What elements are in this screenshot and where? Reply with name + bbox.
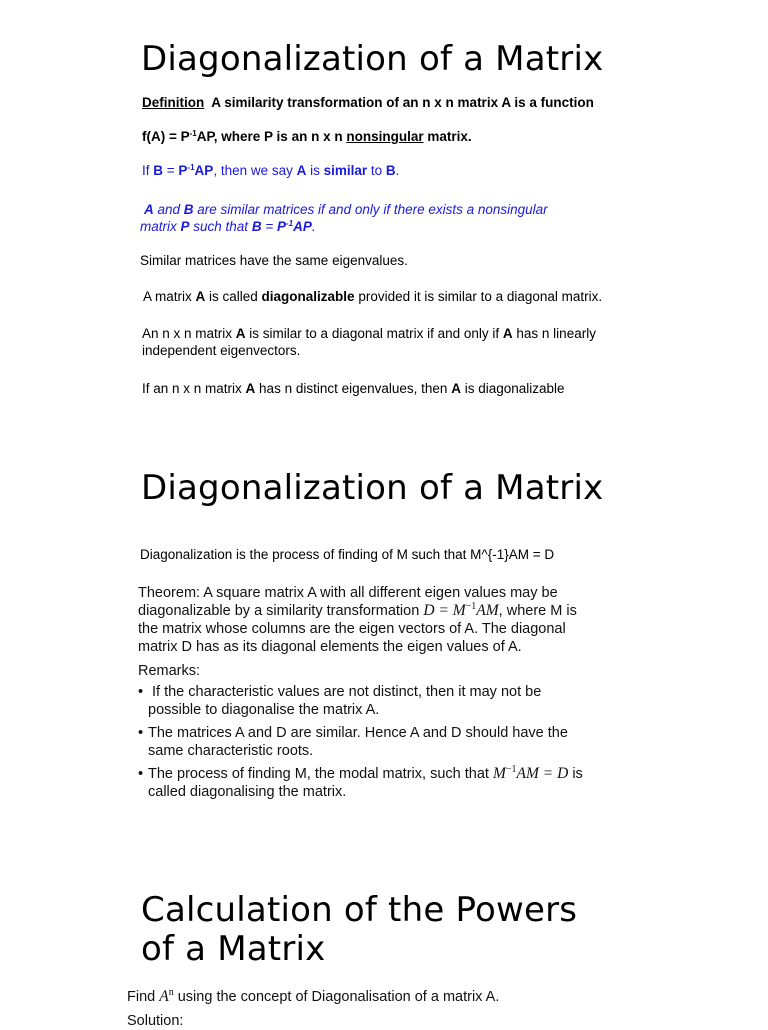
f-line-part: AP, where P is an n x n	[196, 129, 347, 144]
text: A	[235, 326, 246, 341]
text: is diagonalizable	[460, 381, 565, 396]
text: such that	[189, 219, 252, 234]
similar-matrices-paragraph	[140, 201, 548, 235]
text: .	[311, 219, 316, 234]
superscript: −1	[465, 601, 477, 612]
text: .	[395, 163, 400, 178]
definition-line	[142, 94, 594, 111]
text: A	[296, 163, 307, 178]
find-power-line	[127, 988, 499, 1006]
text: B	[183, 202, 194, 217]
title-line: Calculation of the Powers	[141, 890, 578, 930]
definition-text: A similarity transformation of an n x n matrix A is a function	[211, 95, 594, 110]
text: A	[144, 202, 154, 217]
theorem-line: Theorem: A square matrix A with all different eigen values may be	[138, 585, 558, 601]
text: =	[261, 219, 277, 234]
text: B	[385, 163, 396, 178]
text: =	[163, 163, 179, 178]
text: independent eigenvectors.	[142, 343, 301, 358]
independent-eigenvectors-paragraph	[142, 325, 596, 359]
text: are similar matrices if and only if there exists a nonsingular	[193, 202, 548, 217]
slide1-title: Diagonalization of a Matrix	[141, 39, 604, 79]
diagonalizable-line	[143, 288, 602, 305]
title-line: of a Matrix	[141, 929, 326, 969]
remarks-label: Remarks:	[138, 663, 201, 679]
nonsingular-word: nonsingular	[346, 129, 424, 144]
remark-item	[138, 683, 738, 719]
text: Find	[127, 989, 160, 1005]
text: If the characteristic values are not distinct, then it may not be	[152, 684, 542, 700]
remarks-list	[138, 683, 738, 801]
text: P	[178, 163, 188, 178]
text: diagonalizable by a similarity transformation	[138, 603, 424, 619]
superscript: -1	[285, 219, 294, 228]
math: D = M	[423, 602, 466, 619]
text: If an n x n matrix	[142, 381, 246, 396]
bullet-icon: •	[138, 725, 144, 741]
math: AM = D	[516, 765, 569, 782]
text: to	[367, 163, 386, 178]
text: has n linearly	[512, 326, 596, 341]
superscript: n	[168, 987, 174, 998]
text: similar	[323, 163, 368, 178]
superscript: -1	[189, 129, 197, 138]
similarity-function-line	[142, 128, 472, 145]
text: is similar to a diagonal matrix if and only if	[245, 326, 503, 341]
theorem-line	[138, 602, 577, 620]
text: and	[153, 202, 184, 217]
text: A matrix	[143, 289, 196, 304]
superscript: -1	[187, 163, 195, 172]
text: B	[153, 163, 164, 178]
text: possible to diagonalise the matrix A.	[148, 702, 380, 718]
similar-definition-line	[142, 162, 399, 179]
theorem-block	[138, 584, 577, 680]
text: An n x n matrix	[142, 326, 236, 341]
theorem-line: the matrix whose columns are the eigen vectors of A. The diagonal	[138, 621, 566, 637]
math: A	[159, 988, 169, 1005]
text: called diagonalising the matrix.	[148, 784, 347, 800]
math: AM	[476, 602, 499, 619]
distinct-eigenvalues-line	[142, 380, 565, 397]
text: P	[180, 219, 190, 234]
text: is	[306, 163, 324, 178]
superscript: −1	[505, 764, 517, 775]
text: P	[276, 219, 286, 234]
text: AP	[194, 163, 214, 178]
remark-item	[138, 724, 738, 760]
text: A	[451, 381, 461, 396]
text: , where M is	[498, 603, 577, 619]
f-line-part: f(A) = P	[142, 129, 190, 144]
text: is called	[205, 289, 262, 304]
text: using the concept of Diagonalisation of a matrix A.	[173, 989, 500, 1005]
bullet-icon: •	[138, 684, 144, 700]
text: diagonalizable	[261, 289, 355, 304]
text: B	[251, 219, 262, 234]
definition-label: Definition	[142, 95, 205, 110]
theorem-line: matrix D has as its diagonal elements the eigen values of A.	[138, 639, 522, 655]
text: same characteristic roots.	[148, 743, 314, 759]
text: AP	[293, 219, 312, 234]
eigenvalues-line: Similar matrices have the same eigenvalues.	[140, 253, 408, 268]
diagonalization-process-line: Diagonalization is the process of finding of M such that M^{-1}AM = D	[140, 547, 555, 562]
text: matrix	[140, 219, 181, 234]
text: has n distinct eigenvalues, then	[255, 381, 452, 396]
text: The matrices A and D are similar. Hence A and D should have the	[148, 725, 568, 741]
text: A	[502, 326, 513, 341]
slide3-title	[141, 891, 577, 969]
math: M	[492, 765, 506, 782]
text: The process of finding M, the modal matrix, such that	[148, 766, 493, 782]
text: A	[195, 289, 206, 304]
remark-item	[138, 765, 738, 801]
bullet-icon: •	[138, 766, 144, 782]
text: If	[142, 163, 154, 178]
text: is	[568, 766, 583, 782]
text: A	[245, 381, 256, 396]
f-line-part: matrix.	[423, 129, 472, 144]
slide2-title: Diagonalization of a Matrix	[141, 468, 604, 508]
solution-label: Solution:	[127, 1013, 184, 1029]
text: , then we say	[213, 163, 297, 178]
text: provided it is similar to a diagonal matrix.	[354, 289, 603, 304]
